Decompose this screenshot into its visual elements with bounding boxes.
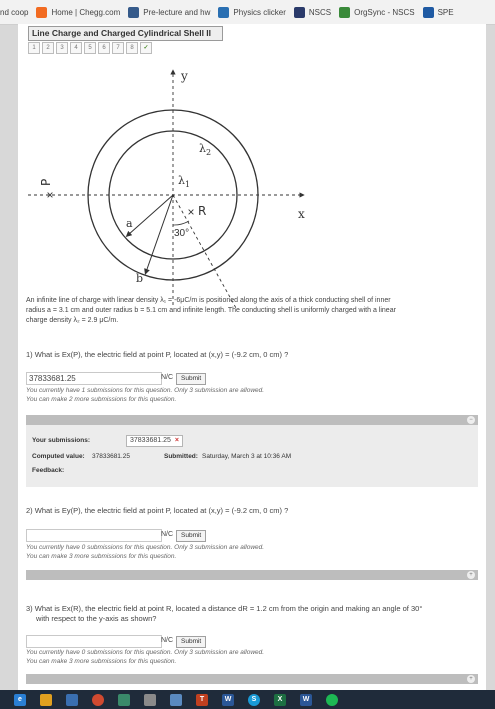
app2-icon[interactable] (144, 694, 156, 706)
step-4[interactable]: 4 (70, 42, 82, 54)
question-3-text-line-2: with respect to the y-axis as shown? (36, 614, 157, 623)
skype-icon[interactable]: S (248, 694, 260, 706)
step-1[interactable]: 1 (28, 42, 40, 54)
spotify-icon[interactable] (326, 694, 338, 706)
angle-arc (173, 221, 189, 225)
point-p-marker: × (46, 188, 54, 202)
question-3-text-line-1: 3) What is Ex(R), the electric field at point R, located a distance dR = 1.2 cm from the origin and making an angle of 30° (26, 604, 423, 613)
step-7[interactable]: 7 (112, 42, 124, 54)
lambda1-label (178, 174, 190, 189)
step-6[interactable]: 6 (98, 42, 110, 54)
word-icon[interactable]: W (222, 694, 234, 706)
problem-statement-line-1: An infinite line of charge with linear density λ₁ = -6μC/m is positioned along the axis of a thick conducting shell of inner (26, 297, 391, 304)
submitted-value: Saturday, March 3 at 10:36 AM (202, 453, 292, 460)
step-8[interactable]: 8 (126, 42, 138, 54)
step-3[interactable]: 3 (56, 42, 68, 54)
question-2-text: 2) What is Ey(P), the electric field at point P, located at (x,y) = (-9.2 cm, 0 cm) ? (26, 506, 289, 515)
point-p-label: P (39, 178, 53, 186)
question-1-text: 1) What is Ex(P), the electric field at point P, located at (x,y) = (-9.2 cm, 0 cm) ? (26, 350, 289, 359)
bookmark-label: Home | Chegg.com (51, 7, 121, 17)
point-r-marker: × (187, 205, 195, 219)
incorrect-icon: × (174, 437, 179, 444)
bookmark-label: NSCS (308, 7, 332, 17)
question-3-history-bar[interactable] (26, 674, 478, 684)
lambda2-subscript: 2 (205, 148, 212, 157)
radius-a-label: a (126, 217, 133, 230)
question-3-note-1: You currently have 0 submissions for this question. Only 3 submission are allowed. (26, 649, 265, 656)
problem-statement-line-3: charge density λ₂ = 2.9 μC/m. (26, 317, 119, 324)
question-2-submit-button[interactable]: Submit (176, 530, 206, 542)
submitted-label: Submitted: (164, 453, 198, 460)
chrome-icon[interactable] (92, 694, 104, 706)
mastering-icon (128, 7, 139, 18)
app-icon[interactable] (118, 694, 130, 706)
question-2-answer-field[interactable] (26, 529, 162, 542)
taskbar (0, 690, 495, 709)
lambda1-subscript: 1 (184, 180, 191, 189)
edge-icon[interactable]: e (14, 694, 26, 706)
x-axis-label: x (298, 207, 305, 221)
step-5[interactable]: 5 (84, 42, 96, 54)
problem-statement-line-2: radius a = 3.1 cm and outer radius b = 5.1 cm and infinite length. The conducting shell is uniformly charged with a linear (26, 307, 396, 314)
excel-icon[interactable]: X (274, 694, 286, 706)
question-2-unit: N/C (161, 531, 174, 538)
bookmark-label: Pre-lecture and hw (143, 7, 211, 17)
lambda1-symbol: λ (178, 174, 185, 187)
radius-b-label: b (136, 272, 144, 285)
orgsync-icon (339, 7, 350, 18)
question-3-submit-button[interactable]: Submit (176, 636, 206, 648)
bookmark-spe[interactable] (423, 7, 454, 18)
question-1-note-1: You currently have 1 submissions for this question. Only 3 submission are allowed. (26, 387, 265, 394)
powerpoint-icon[interactable]: T (196, 694, 208, 706)
question-3-unit: N/C (161, 637, 174, 644)
expand-icon[interactable]: + (467, 675, 475, 683)
y-axis-label: y (181, 69, 188, 83)
computed-value: 37833681.25 (92, 453, 130, 460)
your-submissions-label: Your submissions: (32, 437, 91, 444)
bookmark-nscs[interactable] (294, 7, 331, 18)
problem-title: Line Charge and Charged Cylindrical Shell II (28, 26, 223, 41)
bookmark-physics-clicker[interactable] (218, 7, 285, 18)
bookmark-label: SPE (437, 7, 454, 17)
angle-label: 30° (174, 228, 190, 239)
photos-icon[interactable] (170, 694, 182, 706)
bookmark-nd-coop[interactable] (0, 8, 28, 17)
lambda2-symbol: λ (199, 142, 206, 155)
step-2[interactable]: 2 (42, 42, 54, 54)
point-r-label: R (198, 204, 207, 218)
nscs-icon (294, 7, 305, 18)
question-1-submit-button[interactable]: Submit (176, 373, 206, 385)
question-1-history-panel (26, 425, 478, 487)
bookmarks-bar (0, 0, 495, 25)
clicker-icon (218, 7, 229, 18)
bookmark-prelecture[interactable] (128, 7, 210, 18)
collapse-icon[interactable]: − (467, 416, 475, 424)
question-1-note-2: You can make 2 more submissions for this question. (26, 396, 177, 403)
your-submissions-box (126, 435, 183, 447)
question-2-history-bar[interactable] (26, 570, 478, 580)
problem-figure (18, 60, 348, 310)
chegg-icon (36, 7, 47, 18)
question-1-unit: N/C (161, 374, 174, 381)
your-submissions-value: 37833681.25 (130, 437, 171, 444)
question-3-answer-field[interactable] (26, 635, 162, 648)
step-check[interactable]: ✓ (140, 42, 152, 54)
problem-page (18, 24, 486, 690)
lambda2-label (199, 142, 211, 157)
word2-icon[interactable]: W (300, 694, 312, 706)
feedback-label: Feedback: (32, 467, 65, 474)
step-navigation (28, 42, 154, 54)
question-2-note-2: You can make 3 more submissions for this question. (26, 553, 177, 560)
file-explorer-icon[interactable] (40, 694, 52, 706)
expand-icon[interactable]: + (467, 571, 475, 579)
store-icon[interactable] (66, 694, 78, 706)
question-2-note-1: You currently have 0 submissions for this question. Only 3 submission are allowed. (26, 544, 265, 551)
bookmark-orgsync[interactable] (339, 7, 414, 18)
bookmark-label: Physics clicker (233, 7, 286, 17)
spe-icon (423, 7, 434, 18)
bookmark-chegg[interactable] (36, 7, 120, 18)
bookmark-label: OrgSync - NSCS (354, 7, 415, 17)
question-1-history-bar[interactable] (26, 415, 478, 425)
computed-value-label: Computed value: (32, 453, 85, 460)
question-3-note-2: You can make 3 more submissions for this question. (26, 658, 177, 665)
bookmark-label: nd coop (0, 7, 29, 17)
question-1-answer-field[interactable]: 37833681.25 (26, 372, 162, 385)
